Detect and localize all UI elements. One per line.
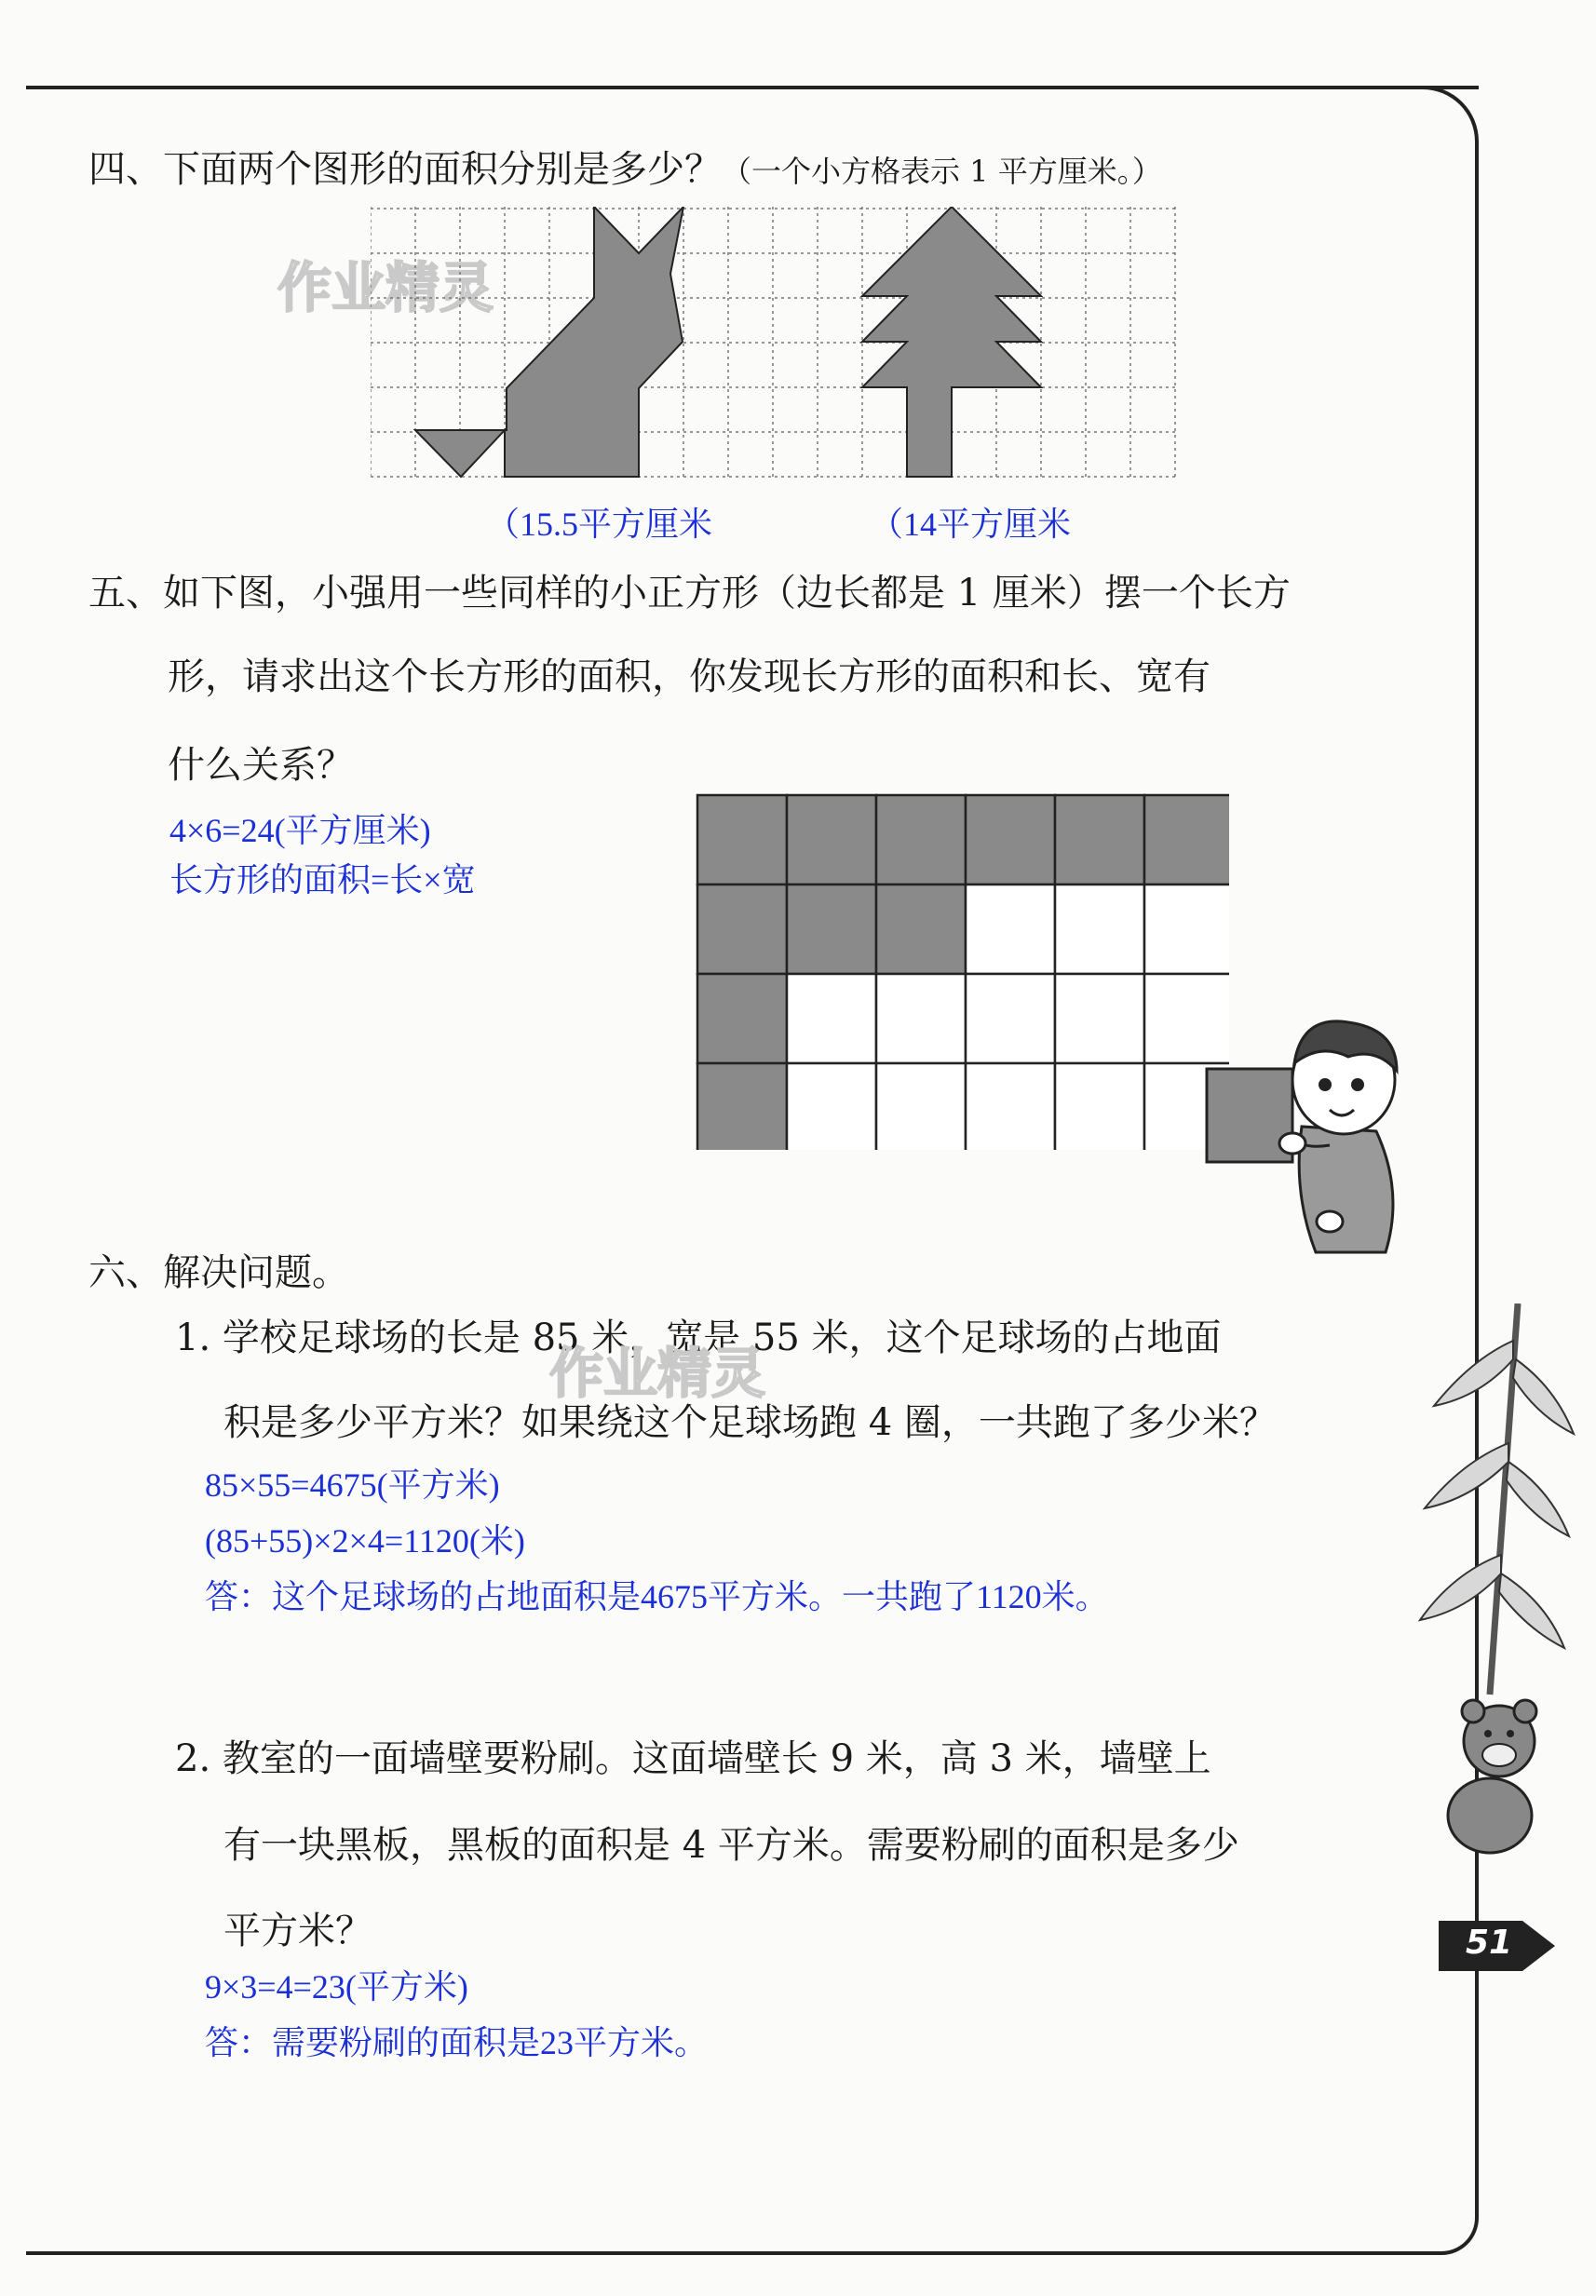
tree-shape <box>862 207 1041 477</box>
q6-p1-answer-1: 85×55=4675(平方米) <box>205 1466 500 1504</box>
grid-square <box>697 795 787 885</box>
q6-p2-line1: 2. 教室的一面墙壁要粉刷。这面墙壁长 9 米，高 3 米，墙壁上 <box>175 1737 1211 1780</box>
q4-title <box>88 140 1162 193</box>
grid-square <box>966 795 1055 885</box>
boy-illustration <box>1190 1006 1413 1266</box>
grid-square <box>1055 1063 1144 1150</box>
q6-p1-answer-2: (85+55)×2×4=1120(米) <box>205 1522 525 1560</box>
q6-p1-line1: 1. 学校足球场的长是 85 米，宽是 55 米，这个足球场的占地面 <box>175 1317 1222 1359</box>
grid-square <box>876 795 966 885</box>
grid-square <box>697 1063 787 1150</box>
q4-figure-grid <box>371 207 1181 479</box>
grid-square <box>1055 885 1144 974</box>
q6-title: 六、解决问题。 <box>88 1251 349 1294</box>
grid-square <box>787 795 876 885</box>
bamboo-decoration <box>1415 1303 1592 1862</box>
q6-p2-line3: 平方米？ <box>223 1910 372 1952</box>
q4-answer-cat: （15.5平方厘米 <box>486 506 713 543</box>
grid-square <box>966 974 1055 1063</box>
q6-p1-line2: 积是多少平方米？如果绕这个足球场跑 4 圈，一共跑了多少米？ <box>223 1401 1277 1444</box>
q4-note: （一个小方格表示 1 平方厘米。） <box>722 154 1162 189</box>
grid-square <box>697 974 787 1063</box>
q5-line1: 五、如下图，小强用一些同样的小正方形（边长都是 1 厘米）摆一个长方 <box>88 572 1291 615</box>
grid-square <box>876 1063 966 1150</box>
grid-square <box>1055 974 1144 1063</box>
watermark-1: 作业精灵 <box>277 256 494 319</box>
q5-rectangle-grid <box>694 791 1229 1150</box>
grid-square <box>1144 795 1229 885</box>
grid-square <box>1144 885 1229 974</box>
grid-square <box>1055 795 1144 885</box>
watermark-2: 作业精灵 <box>549 1342 766 1405</box>
grid-square <box>787 1063 876 1150</box>
grid-square <box>966 885 1055 974</box>
grid-square <box>787 885 876 974</box>
q5-line2: 形，请求出这个长方形的面积，你发现长方形的面积和长、宽有 <box>168 655 1211 698</box>
page-number: 51 <box>1466 1924 1513 1962</box>
q6-p2-answer-1: 9×3=4=23(平方米) <box>205 1968 468 2006</box>
q6-p2-answer-2: 答：需要粉刷的面积是23平方米。 <box>205 2024 709 2061</box>
grid-square <box>787 974 876 1063</box>
q6-p2-line2: 有一块黑板，黑板的面积是 4 平方米。需要粉刷的面积是多少 <box>223 1824 1239 1867</box>
q6-p1-answer-3: 答：这个足球场的占地面积是4675平方米。一共跑了1120米。 <box>205 1578 1109 1615</box>
grid-square <box>697 885 787 974</box>
bear-illustration <box>1448 1700 1536 1853</box>
q4-answer-tree: （14平方厘米 <box>870 506 1072 543</box>
grid-square <box>966 1063 1055 1150</box>
q5-line3: 什么关系？ <box>168 744 354 787</box>
grid-square <box>876 974 966 1063</box>
q5-answer-1: 4×6=24(平方厘米) <box>169 812 431 849</box>
q5-answer-2: 长方形的面积=长×宽 <box>169 861 476 898</box>
q4-title-text: 四、下面两个图形的面积分别是多少？ <box>88 148 722 191</box>
grid-square <box>876 885 966 974</box>
